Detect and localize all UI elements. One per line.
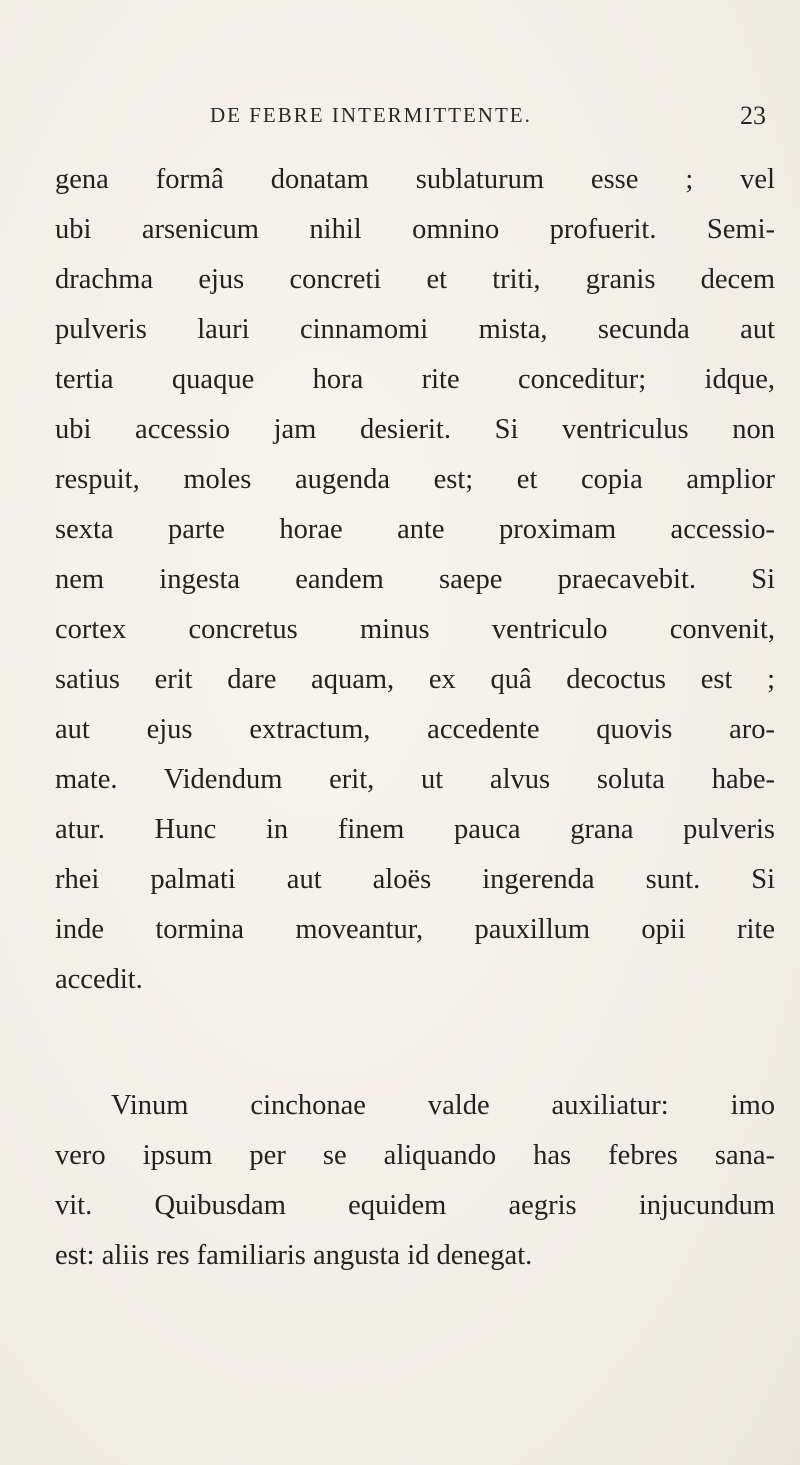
text-line: drachma ejus concreti et triti, granis decem [55, 264, 775, 295]
text-line: aut ejus extractum, accedente quovis aro- [55, 714, 775, 745]
paragraph-gap [55, 1005, 775, 1081]
text-line: satius erit dare aquam, ex quâ decoctus est ; [55, 664, 775, 695]
page-header [0, 103, 800, 143]
text-line: cortex concretus minus ventriculo convenit, [55, 614, 775, 645]
text-line: rhei palmati aut aloës ingerenda sunt. Si [55, 864, 775, 895]
text-line: gena formâ donatam sublaturum esse ; vel [55, 164, 775, 195]
text-line: ubi arsenicum nihil omnino profuerit. Semi- [55, 214, 775, 245]
body-text [55, 155, 775, 1281]
text-line: atur. Hunc in finem pauca grana pulveris [55, 814, 775, 845]
text-line: est: aliis res familiaris angusta id denegat. [55, 1240, 533, 1271]
text-line: Vinum cinchonae valde auxiliatur: imo [111, 1090, 775, 1121]
text-line: vero ipsum per se aliquando has febres sana- [55, 1140, 775, 1171]
text-line: tertia quaque hora rite conceditur; idque, [55, 364, 775, 395]
text-line: sexta parte horae ante proximam accessio- [55, 514, 775, 545]
text-line: pulveris lauri cinnamomi mista, secunda aut [55, 314, 775, 345]
text-line: vit. Quibusdam equidem aegris injucundum [55, 1190, 775, 1221]
text-line: mate. Videndum erit, ut alvus soluta habe- [55, 764, 775, 795]
text-line: inde tormina moveantur, pauxillum opii rite [55, 914, 775, 945]
text-line: ubi accessio jam desierit. Si ventriculus non [55, 414, 775, 445]
text-line: accedit. [55, 964, 143, 995]
paragraph-1 [55, 155, 775, 1005]
text-line: nem ingesta eandem saepe praecavebit. Si [55, 564, 775, 595]
text-line: respuit, moles augenda est; et copia amplior [55, 464, 775, 495]
page-number: 23 [740, 101, 766, 130]
running-title: DE FEBRE INTERMITTENTE. [210, 103, 532, 127]
paragraph-2 [55, 1081, 775, 1281]
